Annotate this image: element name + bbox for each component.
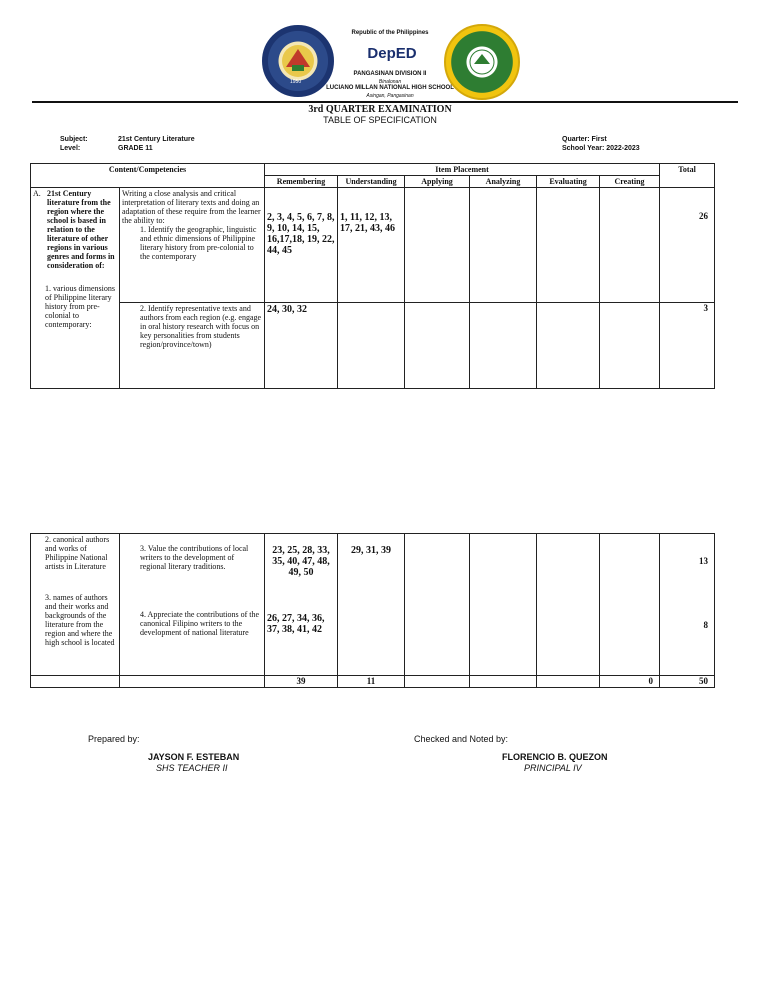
header-understanding: Understanding [338, 176, 405, 188]
competency-3: 3. Value the contributions of local writers to the development of regional literary traditions. [140, 544, 249, 571]
comp3-remembering: 23, 25, 28, 33, 35, 40, 47, 48, 49, 50 [272, 545, 330, 578]
checked-by-title: PRINCIPAL IV [524, 763, 582, 773]
comp3-4-evaluating [537, 534, 600, 676]
prepared-by-name: JAYSON F. ESTEBAN [148, 752, 240, 762]
document-title: TABLE OF SPECIFICATION [323, 115, 437, 125]
division-seal-year: 1950 [290, 79, 302, 85]
school-year: School Year: 2022-2023 [562, 145, 640, 152]
comp2-remembering: 24, 30, 32 [265, 303, 338, 389]
sum-evaluating [537, 676, 600, 688]
level-label: Level: [60, 145, 81, 152]
comp4-remembering: 26, 27, 34, 36, 37, 38, 41, 42 [267, 613, 325, 635]
comp1-evaluating [537, 188, 600, 303]
header-remembering: Remembering [265, 176, 338, 188]
sum-applying [405, 676, 470, 688]
sub-topic-3: 3. names of authors and their works and backgrounds of the literature from the region and where the high school is located [45, 593, 115, 647]
sum-blank-2 [120, 676, 265, 688]
comp3-4-creating [600, 534, 660, 676]
checked-by-label: Checked and Noted by: [414, 734, 509, 744]
sub-topic-1: 1. various dimensions of Philippine literary history from pre-colonial to contemporary: [45, 284, 115, 329]
prepared-by-title: SHS TEACHER II [156, 763, 228, 773]
comp3-4-applying [405, 534, 470, 676]
header-creating: Creating [600, 176, 660, 188]
comp3-4-analyzing [470, 534, 537, 676]
header-content-competencies: Content/Competencies [31, 164, 265, 188]
comp2-analyzing [470, 303, 537, 389]
topic-a-text: 21st Century literature from the region where the school is based in relation to the literature of other regions in various genres and forms in consideration of: [47, 189, 115, 270]
comp1-remembering: 2, 3, 4, 5, 6, 7, 8, 9, 10, 14, 15, 16,17,18, 19, 22, 44, 45 [265, 188, 338, 303]
sub-topics-cell [31, 534, 120, 676]
topic-a-cell [31, 188, 120, 389]
deped-logo: DepED [367, 45, 417, 62]
quarter: Quarter: First [562, 136, 607, 143]
topic-a-marker: A. [33, 189, 41, 198]
prepared-by-label: Prepared by: [88, 734, 140, 744]
comp1-total: 26 [660, 188, 715, 303]
subject-label: Subject: [60, 136, 88, 143]
tos-table-page2 [30, 533, 715, 688]
address-line: Asingan, Pangasinan [366, 93, 414, 99]
subject-value: 21st Century Literature [118, 136, 195, 143]
comp3-total: 13 [699, 556, 708, 566]
comp3-4-understanding [338, 534, 405, 676]
header-evaluating: Evaluating [537, 176, 600, 188]
comp2-evaluating [537, 303, 600, 389]
comp3-4-total [660, 534, 715, 676]
republic-line: Republic of the Philippines [351, 30, 429, 36]
comp1-applying [405, 188, 470, 303]
tos-table-page1 [30, 163, 715, 389]
sum-remembering: 39 [265, 676, 338, 688]
comp2-creating [600, 303, 660, 389]
header-rule [32, 101, 738, 103]
competency-intro: Writing a close analysis and critical interpretation of literary texts and doing an adaptation of these require from the learner the ability to: [122, 189, 261, 225]
exam-title: 3rd QUARTER EXAMINATION [308, 104, 452, 115]
sum-understanding: 11 [338, 676, 405, 688]
header-analyzing: Analyzing [470, 176, 537, 188]
sum-analyzing [470, 676, 537, 688]
binalonan-line: Binalonan [378, 79, 402, 85]
competency-1: 1. Identify the geographic, linguistic and ethnic dimensions of Philippine literary history from pre-colonial to the contemporary [140, 225, 257, 261]
comp2-total: 3 [660, 303, 715, 389]
competency-2: 2. Identify representative texts and authors from each region (e.g. engage in oral history research with focus on key personalities from students region/province/town) [120, 303, 265, 389]
school-line: LUCIANO MILLAN NATIONAL HIGH SCHOOL [326, 85, 454, 91]
header-item-placement: Item Placement [265, 164, 660, 176]
competencies-3-4-cell [120, 534, 265, 676]
header-applying: Applying [405, 176, 470, 188]
competency-1-cell [120, 188, 265, 303]
sum-blank-1 [31, 676, 120, 688]
comp3-4-remembering [265, 534, 338, 676]
comp2-understanding [338, 303, 405, 389]
comp1-analyzing [470, 188, 537, 303]
comp3-understanding: 29, 31, 39 [351, 545, 391, 556]
comp1-understanding: 1, 11, 12, 13, 17, 21, 43, 46 [338, 188, 405, 303]
comp1-creating [600, 188, 660, 303]
competency-4: 4. Appreciate the contributions of the canonical Filipino writers to the development of national literature [140, 610, 260, 637]
header-total: Total [660, 164, 715, 188]
comp4-total: 8 [703, 620, 708, 630]
sub-topic-2: 2. canonical authors and works of Philippine National artists in Literature [45, 535, 110, 571]
sum-creating: 0 [600, 676, 660, 688]
sum-total: 50 [660, 676, 715, 688]
division-line: PANGASINAN DIVISION II [353, 71, 427, 77]
checked-by-name: FLORENCIO B. QUEZON [502, 752, 608, 762]
comp2-applying [405, 303, 470, 389]
level-value: GRADE 11 [118, 145, 153, 152]
